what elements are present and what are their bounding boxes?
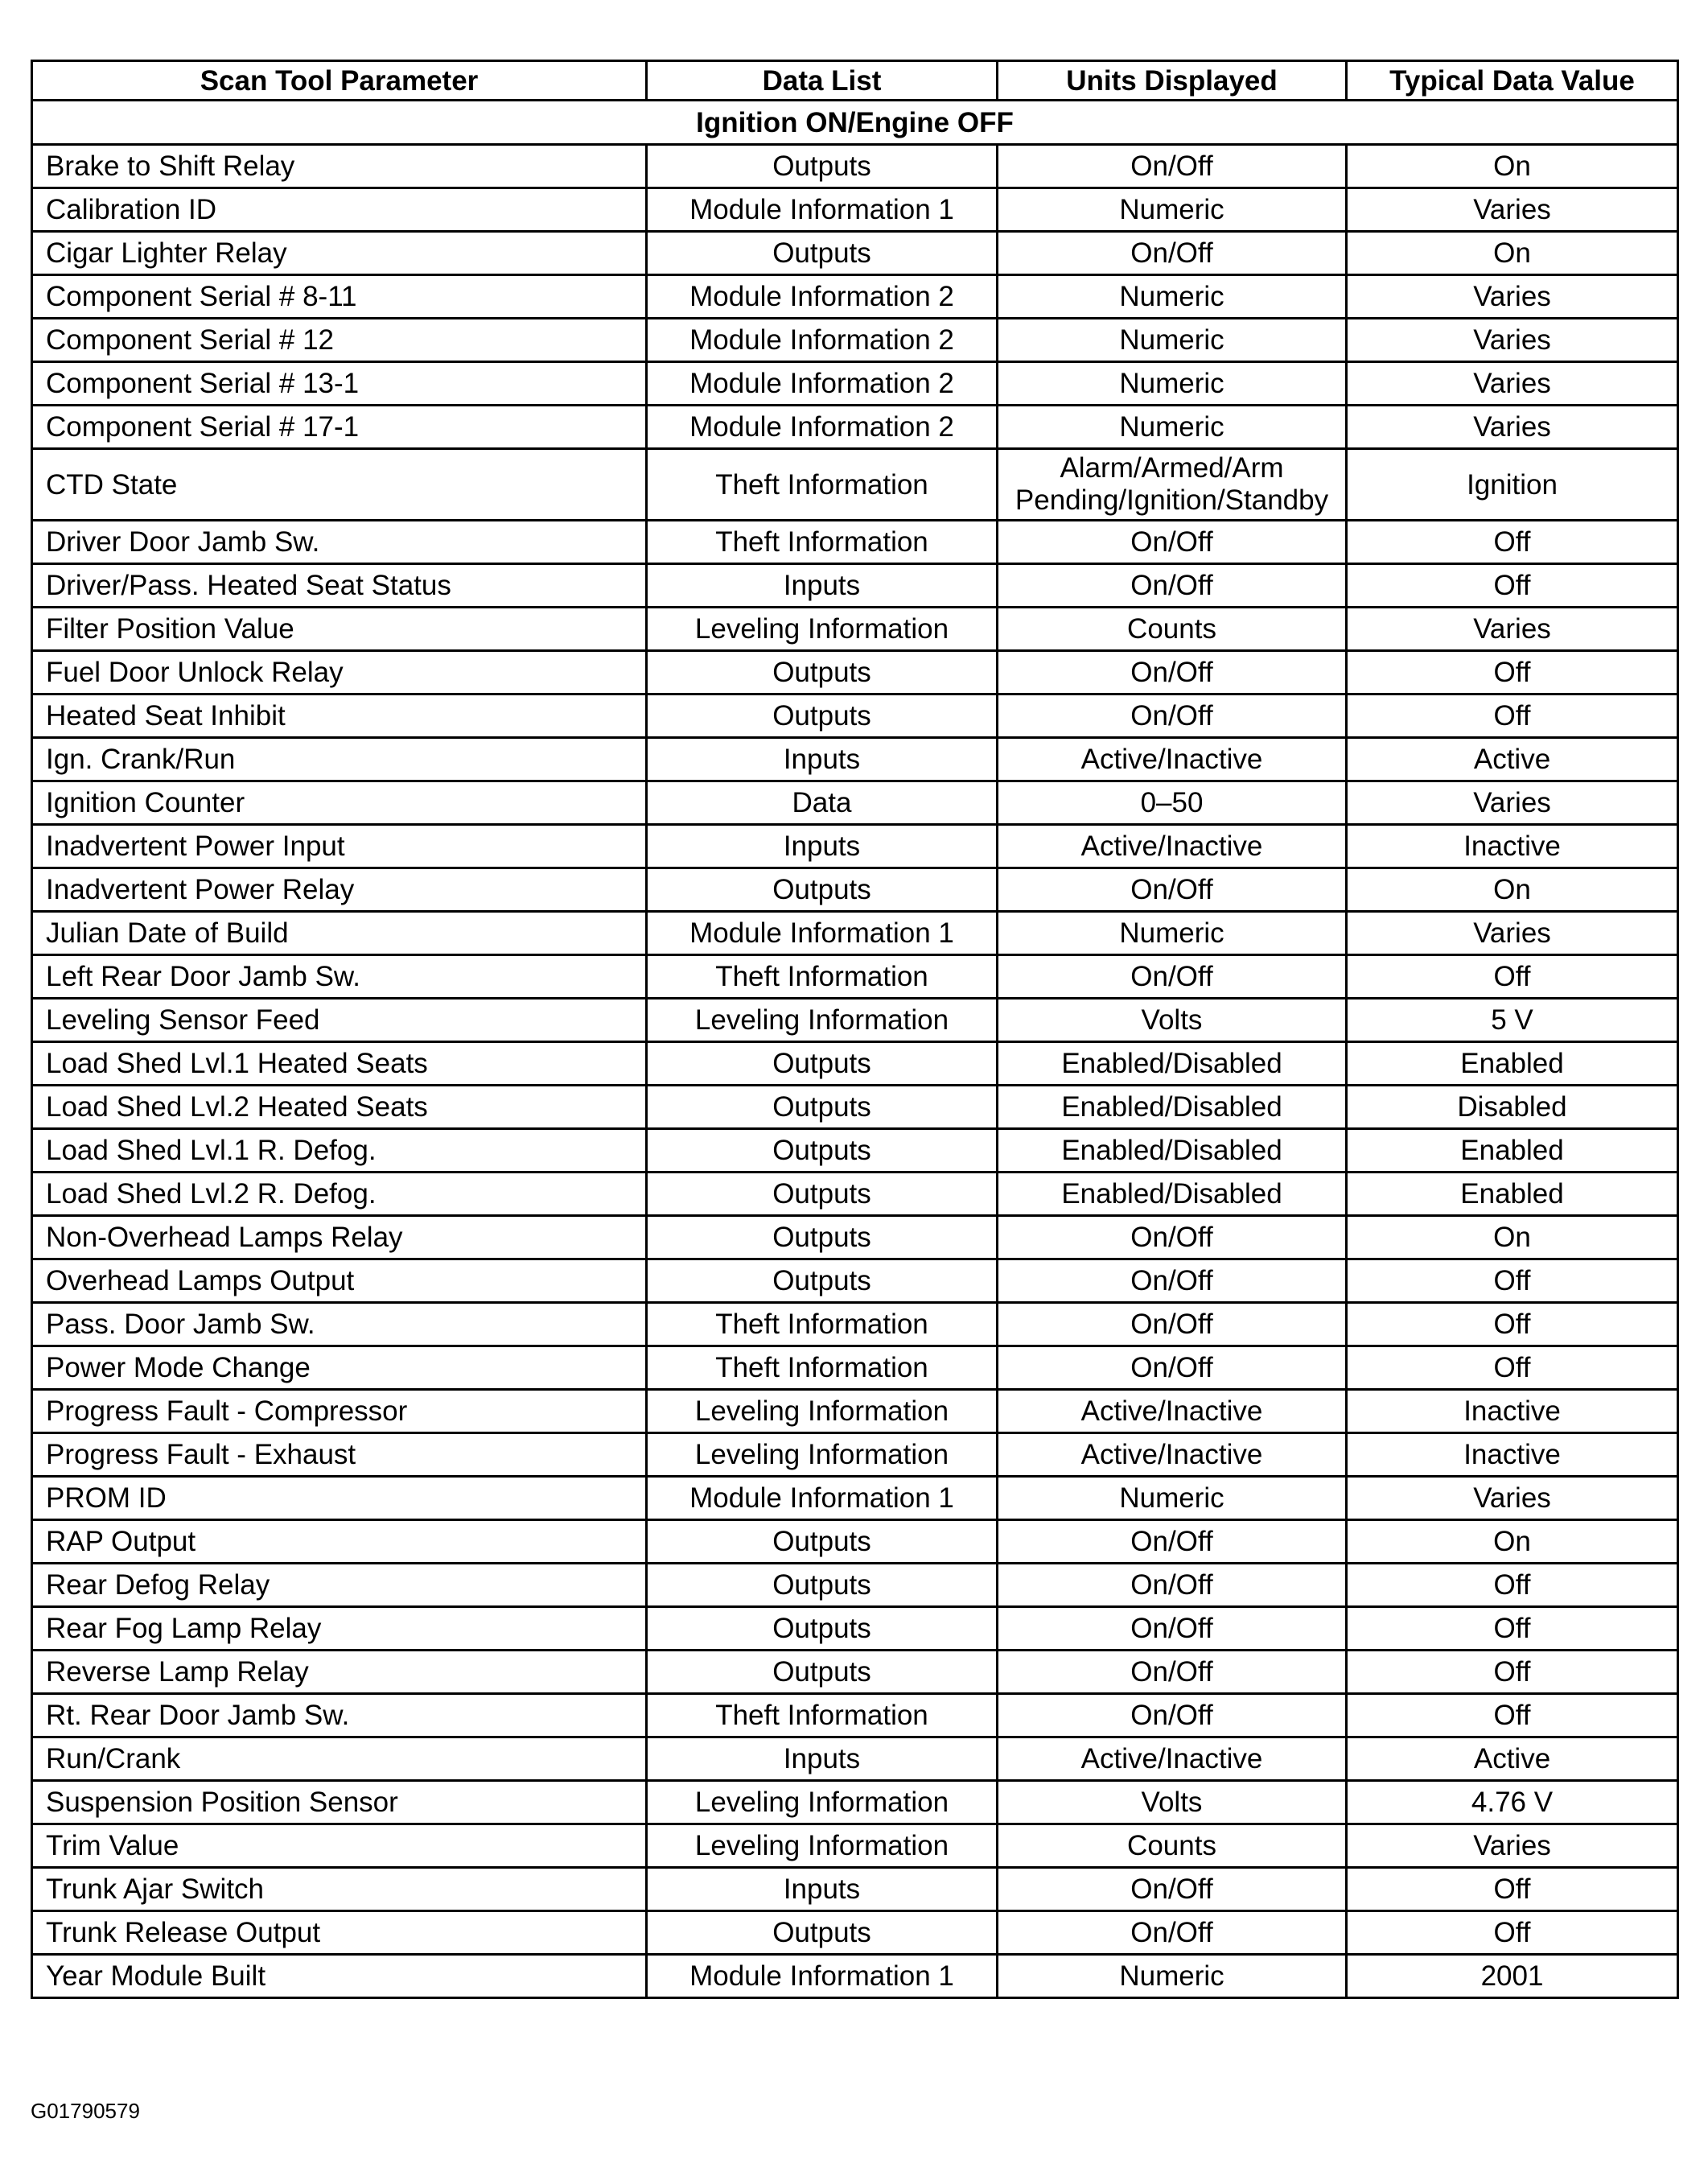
parameter-cell: Rt. Rear Door Jamb Sw.	[32, 1694, 647, 1737]
typical-value-cell: Disabled	[1347, 1086, 1678, 1129]
data-list-cell: Inputs	[647, 825, 998, 868]
units-cell: Volts	[998, 1781, 1347, 1824]
section-row	[32, 101, 1678, 145]
typical-value-cell: Enabled	[1347, 1042, 1678, 1086]
parameter-cell: Leveling Sensor Feed	[32, 999, 647, 1042]
table-row	[32, 955, 1678, 999]
parameter-cell: Left Rear Door Jamb Sw.	[32, 955, 647, 999]
typical-value-cell: Active	[1347, 738, 1678, 781]
table-row	[32, 999, 1678, 1042]
parameter-cell: Inadvertent Power Relay	[32, 868, 647, 912]
table-row	[32, 1129, 1678, 1173]
typical-value-cell: Off	[1347, 521, 1678, 564]
units-cell: Active/Inactive	[998, 1390, 1347, 1433]
table-row	[32, 1433, 1678, 1477]
units-cell: On/Off	[998, 1911, 1347, 1955]
typical-value-cell: On	[1347, 868, 1678, 912]
typical-value-cell: Off	[1347, 1564, 1678, 1607]
units-cell: On/Off	[998, 1346, 1347, 1390]
data-list-cell: Outputs	[647, 1520, 998, 1564]
typical-value-cell: Enabled	[1347, 1129, 1678, 1173]
typical-value-cell: Varies	[1347, 781, 1678, 825]
table-row	[32, 1868, 1678, 1911]
figure-id: G01790579	[31, 2099, 140, 2123]
units-cell: On/Off	[998, 521, 1347, 564]
data-list-cell: Outputs	[647, 1651, 998, 1694]
data-list-cell: Outputs	[647, 1042, 998, 1086]
data-list-cell: Outputs	[647, 1173, 998, 1216]
data-list-cell: Leveling Information	[647, 1390, 998, 1433]
typical-value-cell: On	[1347, 232, 1678, 275]
parameter-cell: Rear Fog Lamp Relay	[32, 1607, 647, 1651]
parameter-cell: Power Mode Change	[32, 1346, 647, 1390]
typical-value-cell: Varies	[1347, 1477, 1678, 1520]
typical-value-cell: On	[1347, 145, 1678, 188]
units-cell: Alarm/Armed/Arm Pending/Ignition/Standby	[998, 449, 1347, 521]
table-row	[32, 1303, 1678, 1346]
typical-value-cell: 2001	[1347, 1955, 1678, 1998]
units-cell: On/Off	[998, 1520, 1347, 1564]
parameter-cell: Trunk Ajar Switch	[32, 1868, 647, 1911]
data-list-cell: Leveling Information	[647, 608, 998, 651]
units-cell: Volts	[998, 999, 1347, 1042]
table-row	[32, 406, 1678, 449]
data-list-cell: Inputs	[647, 564, 998, 608]
parameter-cell: Pass. Door Jamb Sw.	[32, 1303, 647, 1346]
data-list-cell: Inputs	[647, 738, 998, 781]
table-row	[32, 1520, 1678, 1564]
typical-value-cell: 5 V	[1347, 999, 1678, 1042]
parameter-cell: Reverse Lamp Relay	[32, 1651, 647, 1694]
typical-value-cell: Varies	[1347, 188, 1678, 232]
parameter-cell: Load Shed Lvl.2 R. Defog.	[32, 1173, 647, 1216]
units-cell: On/Off	[998, 695, 1347, 738]
table-row	[32, 145, 1678, 188]
table-row	[32, 1607, 1678, 1651]
units-cell: 0–50	[998, 781, 1347, 825]
data-list-cell: Module Information 1	[647, 1477, 998, 1520]
table-row	[32, 362, 1678, 406]
units-cell: Active/Inactive	[998, 738, 1347, 781]
data-list-cell: Outputs	[647, 1911, 998, 1955]
parameter-cell: PROM ID	[32, 1477, 647, 1520]
typical-value-cell: Varies	[1347, 275, 1678, 319]
units-cell: Numeric	[998, 188, 1347, 232]
parameter-cell: Cigar Lighter Relay	[32, 232, 647, 275]
typical-value-cell: Active	[1347, 1737, 1678, 1781]
units-cell: Active/Inactive	[998, 825, 1347, 868]
data-list-cell: Outputs	[647, 1216, 998, 1259]
typical-value-cell: Varies	[1347, 362, 1678, 406]
units-cell: On/Off	[998, 1303, 1347, 1346]
data-list-cell: Leveling Information	[647, 1824, 998, 1868]
typical-value-cell: Varies	[1347, 608, 1678, 651]
data-list-cell: Module Information 1	[647, 188, 998, 232]
table-row	[32, 1216, 1678, 1259]
data-list-cell: Outputs	[647, 1564, 998, 1607]
units-cell: Numeric	[998, 1955, 1347, 1998]
table-row	[32, 825, 1678, 868]
units-cell: Counts	[998, 1824, 1347, 1868]
units-cell: Active/Inactive	[998, 1433, 1347, 1477]
units-cell: Enabled/Disabled	[998, 1129, 1347, 1173]
typical-value-cell: Varies	[1347, 1824, 1678, 1868]
data-list-cell: Outputs	[647, 1607, 998, 1651]
typical-value-cell: Off	[1347, 1346, 1678, 1390]
table-row	[32, 1173, 1678, 1216]
data-list-cell: Module Information 2	[647, 319, 998, 362]
table-row	[32, 1259, 1678, 1303]
units-cell: On/Off	[998, 1651, 1347, 1694]
table-row	[32, 912, 1678, 955]
typical-value-cell: Off	[1347, 564, 1678, 608]
typical-value-cell: Ignition	[1347, 449, 1678, 521]
typical-value-cell: Off	[1347, 1607, 1678, 1651]
table-row	[32, 608, 1678, 651]
units-cell: On/Off	[998, 1607, 1347, 1651]
units-cell: Numeric	[998, 406, 1347, 449]
parameter-cell: Run/Crank	[32, 1737, 647, 1781]
data-list-cell: Inputs	[647, 1868, 998, 1911]
parameter-cell: Non-Overhead Lamps Relay	[32, 1216, 647, 1259]
units-cell: On/Off	[998, 1216, 1347, 1259]
data-list-cell: Inputs	[647, 1737, 998, 1781]
typical-value-cell: On	[1347, 1216, 1678, 1259]
parameter-cell: Suspension Position Sensor	[32, 1781, 647, 1824]
table-row	[32, 1737, 1678, 1781]
typical-value-cell: On	[1347, 1520, 1678, 1564]
table-row	[32, 695, 1678, 738]
column-header-units-displayed: Units Displayed	[998, 61, 1347, 101]
table-row	[32, 1564, 1678, 1607]
table-row	[32, 1781, 1678, 1824]
table-row	[32, 1911, 1678, 1955]
data-list-cell: Module Information 2	[647, 406, 998, 449]
parameter-cell: Component Serial # 12	[32, 319, 647, 362]
data-list-cell: Theft Information	[647, 955, 998, 999]
parameter-cell: Filter Position Value	[32, 608, 647, 651]
typical-value-cell: Varies	[1347, 319, 1678, 362]
typical-value-cell: Enabled	[1347, 1173, 1678, 1216]
units-cell: On/Off	[998, 1259, 1347, 1303]
table-row	[32, 449, 1678, 521]
units-cell: Numeric	[998, 319, 1347, 362]
units-cell: Enabled/Disabled	[998, 1042, 1347, 1086]
data-list-cell: Theft Information	[647, 1346, 998, 1390]
units-cell: Numeric	[998, 912, 1347, 955]
typical-value-cell: Inactive	[1347, 825, 1678, 868]
data-list-cell: Theft Information	[647, 521, 998, 564]
data-list-cell: Data	[647, 781, 998, 825]
parameter-cell: Load Shed Lvl.2 Heated Seats	[32, 1086, 647, 1129]
parameter-cell: Calibration ID	[32, 188, 647, 232]
data-list-cell: Outputs	[647, 1086, 998, 1129]
data-list-cell: Theft Information	[647, 1303, 998, 1346]
parameter-cell: Progress Fault - Exhaust	[32, 1433, 647, 1477]
parameter-cell: Year Module Built	[32, 1955, 647, 1998]
units-cell: On/Off	[998, 868, 1347, 912]
units-cell: On/Off	[998, 1564, 1347, 1607]
column-header-scan-tool-parameter: Scan Tool Parameter	[32, 61, 647, 101]
typical-value-cell: Off	[1347, 1303, 1678, 1346]
parameter-cell: Driver Door Jamb Sw.	[32, 521, 647, 564]
table-row	[32, 868, 1678, 912]
parameter-cell: Heated Seat Inhibit	[32, 695, 647, 738]
typical-value-cell: Off	[1347, 695, 1678, 738]
data-list-cell: Outputs	[647, 868, 998, 912]
units-cell: Enabled/Disabled	[998, 1173, 1347, 1216]
data-list-cell: Theft Information	[647, 1694, 998, 1737]
units-cell: Counts	[998, 608, 1347, 651]
typical-value-cell: Off	[1347, 651, 1678, 695]
table-row	[32, 651, 1678, 695]
typical-value-cell: Inactive	[1347, 1390, 1678, 1433]
units-cell: On/Off	[998, 564, 1347, 608]
typical-value-cell: Inactive	[1347, 1433, 1678, 1477]
parameter-cell: Load Shed Lvl.1 Heated Seats	[32, 1042, 647, 1086]
parameter-cell: Brake to Shift Relay	[32, 145, 647, 188]
parameter-cell: Trunk Release Output	[32, 1911, 647, 1955]
data-list-cell: Outputs	[647, 232, 998, 275]
table-row	[32, 232, 1678, 275]
parameter-cell: Load Shed Lvl.1 R. Defog.	[32, 1129, 647, 1173]
data-list-cell: Outputs	[647, 1129, 998, 1173]
units-cell: On/Off	[998, 1868, 1347, 1911]
table-row	[32, 1346, 1678, 1390]
parameter-cell: Driver/Pass. Heated Seat Status	[32, 564, 647, 608]
parameter-cell: Inadvertent Power Input	[32, 825, 647, 868]
scan-tool-data-table	[31, 60, 1679, 1999]
data-list-cell: Leveling Information	[647, 1433, 998, 1477]
data-list-cell: Module Information 1	[647, 912, 998, 955]
table-row	[32, 1477, 1678, 1520]
parameter-cell: Component Serial # 17-1	[32, 406, 647, 449]
parameter-cell: Trim Value	[32, 1824, 647, 1868]
typical-value-cell: Off	[1347, 955, 1678, 999]
units-cell: On/Off	[998, 232, 1347, 275]
parameter-cell: Ign. Crank/Run	[32, 738, 647, 781]
typical-value-cell: 4.76 V	[1347, 1781, 1678, 1824]
data-list-cell: Leveling Information	[647, 1781, 998, 1824]
data-list-cell: Leveling Information	[647, 999, 998, 1042]
data-list-cell: Module Information 1	[647, 1955, 998, 1998]
units-cell: On/Off	[998, 145, 1347, 188]
header-row	[32, 61, 1678, 101]
data-list-cell: Outputs	[647, 1259, 998, 1303]
units-cell: Numeric	[998, 1477, 1347, 1520]
parameter-cell: RAP Output	[32, 1520, 647, 1564]
units-cell: On/Off	[998, 955, 1347, 999]
section-title: Ignition ON/Engine OFF	[32, 101, 1678, 145]
table-row	[32, 781, 1678, 825]
data-list-cell: Theft Information	[647, 449, 998, 521]
parameter-cell: Ignition Counter	[32, 781, 647, 825]
table-row	[32, 738, 1678, 781]
column-header-typical-data-value: Typical Data Value	[1347, 61, 1678, 101]
typical-value-cell: Off	[1347, 1911, 1678, 1955]
units-cell: Numeric	[998, 362, 1347, 406]
typical-value-cell: Off	[1347, 1694, 1678, 1737]
table-row	[32, 1086, 1678, 1129]
data-list-cell: Outputs	[647, 695, 998, 738]
parameter-cell: Fuel Door Unlock Relay	[32, 651, 647, 695]
table-row	[32, 188, 1678, 232]
data-list-cell: Outputs	[647, 145, 998, 188]
units-cell: Numeric	[998, 275, 1347, 319]
table-row	[32, 1824, 1678, 1868]
data-list-cell: Module Information 2	[647, 275, 998, 319]
units-cell: Enabled/Disabled	[998, 1086, 1347, 1129]
units-cell: Active/Inactive	[998, 1737, 1347, 1781]
parameter-cell: CTD State	[32, 449, 647, 521]
table-row	[32, 564, 1678, 608]
data-list-cell: Module Information 2	[647, 362, 998, 406]
table-row	[32, 319, 1678, 362]
units-cell: On/Off	[998, 651, 1347, 695]
parameter-cell: Component Serial # 8-11	[32, 275, 647, 319]
table-row	[32, 1955, 1678, 1998]
column-header-data-list: Data List	[647, 61, 998, 101]
typical-value-cell: Off	[1347, 1259, 1678, 1303]
table-row	[32, 1651, 1678, 1694]
typical-value-cell: Off	[1347, 1651, 1678, 1694]
typical-value-cell: Varies	[1347, 912, 1678, 955]
parameter-cell: Component Serial # 13-1	[32, 362, 647, 406]
scan-tool-data-sheet	[31, 60, 1677, 1999]
data-list-cell: Outputs	[647, 651, 998, 695]
typical-value-cell: Varies	[1347, 406, 1678, 449]
table-row	[32, 1694, 1678, 1737]
table-row	[32, 1042, 1678, 1086]
parameter-cell: Rear Defog Relay	[32, 1564, 647, 1607]
parameter-cell: Overhead Lamps Output	[32, 1259, 647, 1303]
parameter-cell: Progress Fault - Compressor	[32, 1390, 647, 1433]
table-row	[32, 521, 1678, 564]
typical-value-cell: Off	[1347, 1868, 1678, 1911]
table-row	[32, 275, 1678, 319]
units-cell: On/Off	[998, 1694, 1347, 1737]
parameter-cell: Julian Date of Build	[32, 912, 647, 955]
table-row	[32, 1390, 1678, 1433]
